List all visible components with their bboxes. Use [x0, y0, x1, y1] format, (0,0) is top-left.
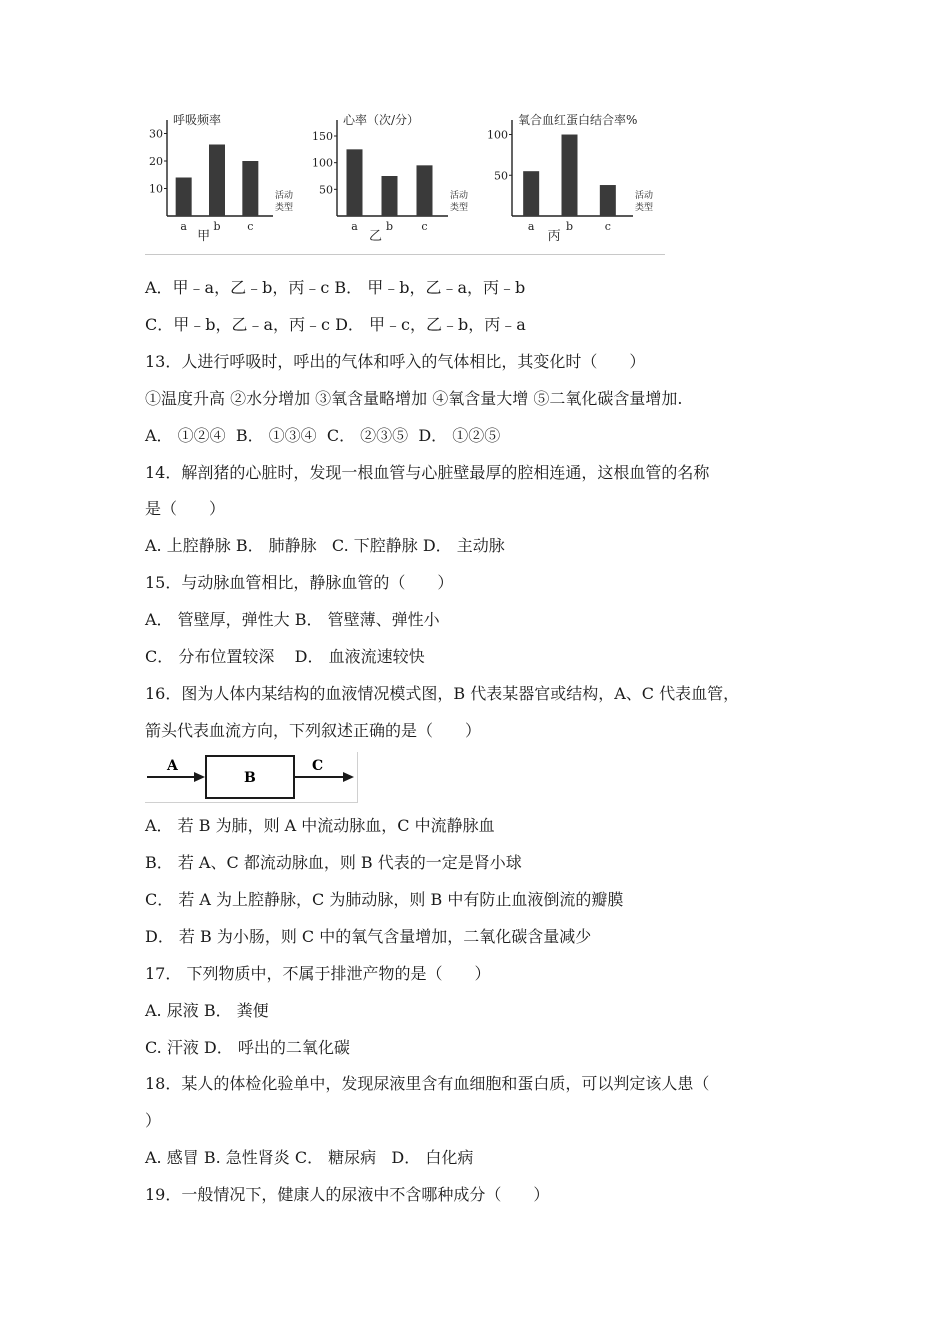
q14-options: A. 上腔静脉 B． 肺静脉 C. 下腔静脉 D． 主动脉: [145, 536, 505, 555]
q16-option-b: B． 若 A、C 都流动脉血，则 B 代表的一定是肾小球: [145, 853, 522, 872]
y-tick-label: 20: [149, 155, 163, 168]
category-label-c: c: [247, 220, 254, 233]
chart-symbol: 乙: [368, 229, 383, 244]
category-label-c: c: [421, 220, 428, 233]
x-axis-label: 活动: [450, 191, 469, 201]
category-label-c: c: [604, 220, 611, 233]
chart-jia-svg: [145, 112, 305, 254]
q16-option-c: C． 若 A 为上腔静脉，C 为肺动脉，则 B 中有防止血液倒流的瓣膜: [145, 890, 624, 909]
chart-title: 呼吸频率: [173, 113, 222, 127]
bar-a: [347, 149, 363, 216]
q17-stem: 17． 下列物质中，不属于排泄产物的是（ ）: [145, 964, 491, 983]
activity-charts-figure: [145, 112, 665, 255]
chart-bing-svg: [487, 112, 665, 254]
y-tick-label: 100: [487, 128, 508, 142]
x-axis-label: 类型: [450, 203, 469, 213]
category-label-b: b: [565, 220, 574, 233]
q17-option-cd: C. 汗液 D． 呼出的二氧化碳: [145, 1038, 350, 1057]
category-label-b: b: [213, 220, 221, 233]
arrow-a-head: [194, 772, 205, 782]
chart-title: 氧合血红蛋白结合率%: [518, 113, 638, 127]
chart-jia: [145, 112, 305, 254]
x-axis-label: 类型: [275, 203, 294, 213]
q16-stem: 16．图为人体内某结构的血液情况模式图，B 代表某器官或结构，A、C 代表血管，: [145, 684, 740, 703]
label-b: B: [244, 770, 256, 786]
q17-option-ab: A. 尿液 B． 粪便: [145, 1001, 269, 1020]
y-tick-label: 30: [149, 127, 163, 141]
bar-a: [176, 178, 192, 217]
q15-option-cd: C． 分布位置较深 D． 血液流速较快: [145, 647, 425, 666]
q13-items: ①温度升高 ②水分增加 ③氧含量略增加 ④氧含量大增 ⑤二氧化碳含量增加.: [145, 389, 683, 408]
chart-title: 心率（次/分）: [343, 113, 420, 127]
chart-yi-svg: [312, 112, 480, 254]
q12-option-cd: C．甲﹣b，乙﹣a，丙﹣c D． 甲﹣c，乙﹣b，丙﹣a: [145, 315, 526, 334]
category-label-a: a: [180, 220, 187, 233]
q15-option-ab: A． 管壁厚，弹性大 B． 管壁薄、弹性小: [145, 610, 440, 629]
q12-option-ab: A．甲﹣a，乙﹣b，丙﹣c B． 甲﹣b，乙﹣a，丙﹣b: [145, 278, 526, 297]
blood-flow-diagram: [145, 752, 358, 803]
q13-options: A． ①②④ B． ①③④ C． ②③⑤ D． ①②⑤: [145, 426, 501, 445]
category-label-b: b: [385, 220, 394, 233]
chart-symbol: 甲: [197, 229, 211, 244]
q16-option-d: D． 若 B 为小肠，则 C 中的氧气含量增加，二氧化碳含量减少: [145, 927, 592, 946]
y-tick-label: 150: [312, 130, 333, 143]
bar-b: [209, 145, 225, 217]
bar-c: [600, 185, 616, 216]
arrow-c-head: [343, 772, 354, 782]
blood-flow-svg: [145, 752, 357, 802]
x-axis-label: 活动: [635, 191, 654, 201]
y-tick-label: 50: [319, 183, 333, 197]
bar-b: [562, 135, 578, 216]
chart-yi: [312, 112, 480, 254]
category-label-a: a: [527, 220, 535, 233]
x-axis-label: 类型: [635, 203, 654, 213]
y-tick-label: 10: [149, 182, 163, 196]
q18-stem-cont: ）: [145, 1111, 162, 1130]
bar-c: [242, 161, 258, 216]
bar-c: [417, 165, 433, 216]
q15-stem: 15．与动脉血管相比，静脉血管的（ ）: [145, 573, 454, 592]
q16-stem-cont: 箭头代表血流方向，下列叙述正确的是（ ）: [145, 721, 482, 740]
bar-b: [382, 176, 398, 216]
bar-a: [523, 171, 539, 216]
q16-option-a: A． 若 B 为肺，则 A 中流动脉血，C 中流静脉血: [145, 816, 495, 835]
x-axis-label: 活动: [275, 191, 294, 201]
label-c: C: [312, 758, 324, 774]
q18-options: A. 感冒 B. 急性肾炎 C． 糖尿病 D． 白化病: [145, 1148, 474, 1167]
q14-stem-cont: 是（ ）: [145, 499, 226, 518]
category-label-a: a: [351, 220, 358, 233]
chart-symbol: 丙: [547, 229, 561, 244]
chart-bing: [487, 112, 665, 254]
q19-stem: 19．一般情况下，健康人的尿液中不含哪种成分（ ）: [145, 1185, 550, 1204]
q13-stem: 13．人进行呼吸时，呼出的气体和呼入的气体相比，其变化时（ ）: [145, 352, 646, 371]
label-a: A: [167, 758, 178, 774]
y-tick-label: 50: [494, 169, 508, 183]
q18-stem: 18．某人的体检化验单中，发现尿液里含有血细胞和蛋白质，可以判定该人患（: [145, 1074, 710, 1093]
q14-stem: 14．解剖猪的心脏时，发现一根血管与心脏壁最厚的腔相连通，这根血管的名称: [145, 463, 710, 482]
y-tick-label: 100: [312, 156, 333, 170]
